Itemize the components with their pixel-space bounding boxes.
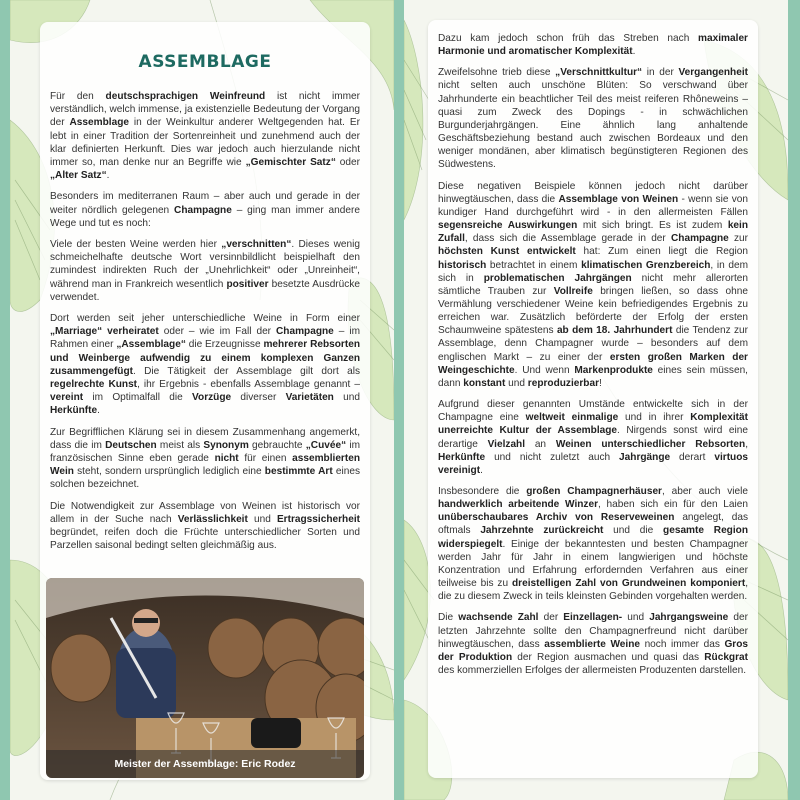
text-run: angelegt, das oftmals (438, 512, 748, 537)
bold-text: segensreiche Auswirkungen (438, 220, 578, 232)
text-run: . Die Tätigkeit der Assemblage gilt dort als (133, 365, 360, 377)
text-run: und die (603, 525, 664, 537)
bold-text: klimatischen Grenzbereich (581, 259, 711, 271)
bold-text: positiver (226, 278, 269, 290)
right-content-card (428, 20, 758, 778)
bold-text: reproduzierbar (527, 377, 600, 389)
bold-text: kein Zufall (438, 220, 749, 245)
text-run: , haben sich ein für den Laien (598, 499, 748, 511)
bold-text: virtuos vereinigt (438, 451, 748, 476)
bold-text: Champagne (671, 233, 729, 245)
text-run: der (538, 612, 564, 624)
bold-text: Deutschen (105, 439, 157, 451)
text-run: besetzte Ausdrücke verwendet. (50, 278, 360, 303)
bold-text: assemblierten Wein (50, 453, 360, 478)
text-run: und (622, 612, 650, 624)
bold-text: gesamte Region widerspiegelt (438, 525, 748, 550)
bold-text: Jahrgangsweine (649, 612, 729, 624)
text-run: und (505, 377, 528, 389)
bold-text: „verschnitten“ (221, 239, 292, 251)
bold-text: historisch (438, 259, 487, 271)
bold-text: Herkünfte (438, 451, 486, 463)
bold-text: dreistelligen Zahl von Grundweinen komponiert (511, 578, 746, 590)
bold-text: Vorzüge (192, 392, 232, 404)
text-run: und (333, 392, 360, 404)
text-run: Viele der besten Weine werden hier (50, 239, 222, 251)
text-run: und nicht zuletzt auch (485, 451, 620, 463)
text-run: in der (642, 67, 679, 79)
text-run: – im Rahmen einer (50, 326, 360, 351)
article-paragraph (50, 426, 360, 492)
text-run: steht, sondern ursprünglich lediglich eine (73, 466, 265, 478)
bold-text: weltweit einmalige (525, 412, 619, 424)
bold-text: Ertragssicherheit (276, 513, 360, 525)
bold-text: deutschsprachigen Weinfreund (105, 91, 266, 102)
text-run: bringen ließen, so dass ohne Vermählung verschiedener Weine kein befriedigendes Ergebnis zu erreichen war. Zusätzlich beförderte der Erfolg der ersten Schaumweine spätestens (438, 285, 748, 337)
article-paragraph (438, 485, 748, 603)
right-article-body (438, 32, 748, 677)
bold-text: „Alter Satz“ (50, 170, 107, 182)
bold-text: Assemblage (69, 117, 129, 129)
article-paragraph (50, 90, 360, 182)
text-run: meist als (156, 439, 204, 451)
article-paragraph (438, 180, 748, 391)
text-run: derart (670, 451, 715, 463)
article-paragraph (438, 398, 748, 477)
text-run: – ging man immer andere Wege und tut es noch: (50, 204, 360, 229)
text-run: die Tendenz zur Assemblage, denn Champagner wurde – besonders auf dem englischen Markt – zu einer der (438, 325, 749, 363)
article-paragraph (438, 66, 748, 171)
text-run: ! (599, 377, 602, 389)
text-run: im französischen Sinne eben gerade (50, 439, 360, 465)
bold-text: Vollreife (553, 285, 593, 297)
bold-text: Jahrzehnte zurückreicht (480, 525, 604, 537)
bold-text: maximaler Harmonie und aromatischer Komplexität (438, 33, 748, 58)
bold-text: Varietäten (285, 392, 334, 404)
text-run: die Erzeugnisse (185, 339, 264, 351)
bold-text: großen Champagnerhäuser (526, 486, 662, 497)
bold-text: Herkünfte (50, 405, 98, 417)
bold-text: bestimmte Art (264, 466, 333, 478)
text-run: . (106, 170, 110, 182)
text-run: im Optimalfall die (83, 392, 193, 404)
article-paragraph (50, 312, 360, 418)
text-run: begründet, reifen doch die Früchte unterschiedlicher Sorten und Parzellen saisonal bedingt selten gleichmäßig aus. (50, 527, 360, 552)
bold-text: unüberschaubares Archiv von Reserveweinen (438, 512, 675, 524)
text-run: der Region ausmachen und quasi das (512, 651, 705, 663)
bold-text: Champagne (174, 204, 232, 216)
bold-text: Rückgrat (704, 651, 749, 663)
text-run: ist nicht immer verständlich, welch immense, ja existenzielle Bedeutung der Vorgang der (50, 91, 360, 129)
bold-text: Champagne (276, 326, 334, 338)
page-title: ASSEMBLAGE (138, 52, 272, 72)
bold-text: nicht (214, 453, 239, 465)
bold-text: „Verschnittkultur“ (555, 67, 643, 79)
text-run: , (745, 438, 748, 450)
text-run: Die Notwendigkeit zur Assemblage von Weinen ist historisch vor allem in der Suche nach (50, 500, 360, 525)
text-run: Besonders im mediterranen Raum – aber auch und gerade in der weiter nördlich gelegenen (50, 191, 360, 216)
text-run: mit sich bringt. Es ist zudem (577, 220, 728, 232)
bold-text: Gros der Produktion (438, 638, 748, 663)
bold-text: Markenprodukte (574, 364, 653, 376)
text-run: , in dem sich in (438, 259, 748, 284)
bold-text: „Assemblage“ (116, 339, 186, 351)
text-run: und in ihrer (618, 412, 691, 424)
bold-text: Weinen unterschiedlicher Rebsorten (555, 438, 746, 450)
bold-text: wachsende Zahl (458, 612, 539, 624)
bold-text: Assemblage von Weinen (558, 193, 679, 205)
text-run: - wenn sie von kundiger Hand durchgeführt wird - in den allermeisten Fällen (438, 193, 749, 218)
bold-text: Synonym (203, 439, 249, 451)
bold-text: höchsten Kunst entwickelt (438, 246, 576, 258)
text-run: . (632, 46, 636, 58)
text-run: eines solchen bezeichnet. (50, 466, 361, 491)
text-run: gebrauchte (248, 439, 306, 451)
text-run: . Dieses wenig schmeichelhafte deutsche Wort versinnbildlicht beispielhaft den zumindest indirekten Ruch der „Unehrlichkeit“ oder „Unreinheit“, während man in Frankreich wesentlich (50, 239, 360, 290)
article-paragraph (438, 32, 748, 58)
text-run: Dazu kam jedoch schon früh das Streben nach (438, 33, 699, 44)
text-run: Aufgrund dieser genannten Umstände entwickelte sich in der Champagne eine (438, 399, 748, 424)
bold-text: Vielzahl (487, 438, 526, 450)
text-run: Die (438, 612, 459, 624)
text-run: Zweifelsohne trieb diese (438, 67, 556, 79)
photo-caption: Meister der Assemblage: Eric Rodez (46, 750, 364, 778)
text-run: zur (728, 233, 749, 245)
bold-text: „Cuvée“ (305, 439, 347, 451)
bold-text: Einzellagen- (563, 612, 623, 624)
text-run: für einen (238, 453, 293, 465)
article-paragraph (438, 611, 748, 677)
article-paragraph (50, 238, 360, 304)
text-run: , die zu diesem Zweck in teils kleinsten Gebinden vorgehalten werden. (438, 578, 749, 603)
text-run: , dass sich die Assemblage gerade in der (464, 233, 671, 245)
text-run: nicht mehr allerorten sämtliche Trauben zur (438, 272, 748, 297)
text-run: . Und wenn (514, 364, 575, 376)
bold-text: vereint (50, 392, 84, 404)
article-paragraph (50, 190, 360, 230)
bold-text: „Marriage“ verheiratet (50, 326, 159, 338)
article-paragraph (50, 500, 360, 553)
text-run: und (247, 513, 277, 525)
text-run: , ihr Ergebnis - ebenfalls Assemblage genannt – (137, 379, 360, 391)
text-run: . (480, 464, 483, 476)
text-run: oder – wie im Fall der (158, 326, 277, 338)
bold-text: regelrechte Kunst (50, 379, 138, 391)
bold-text: assemblierte Weine (544, 638, 641, 650)
bold-text: Vergangenheit (678, 67, 749, 79)
left-content-card (40, 22, 370, 780)
text-run: hat: Zum einen liegt die Region (575, 246, 748, 258)
bold-text: „Gemischter Satz“ (245, 157, 336, 169)
text-run: Zur Begrifflichen Klärung sei in diesem Zusammenhang angemerkt, dass die im (50, 426, 360, 451)
text-run: Dort werden seit jeher unterschiedliche Weine in Form einer (50, 313, 360, 325)
text-run: oder (335, 157, 360, 169)
text-run: an (525, 438, 556, 450)
text-run: Insbesondere die (438, 486, 527, 497)
text-run: betrachtet in einem (486, 259, 582, 271)
text-run: noch immer das (640, 638, 725, 650)
text-run: , aber auch viele (662, 486, 748, 497)
text-run: des kommerziellen Erfolges der allermeisten Produzenten darstellen. (438, 665, 747, 677)
winemaker-photo (46, 578, 364, 778)
bold-text: ersten großen Marken der Weingeschichte (438, 351, 748, 376)
bold-text: mehrerer Rebsorten und Weinberge aufwendig zu einem komplexen Ganzen zusammengefügt (50, 339, 360, 377)
cellar-photo-illustration (46, 578, 364, 778)
bold-text: Komplexität unerreichte Kultur der Assemblage (438, 412, 748, 437)
bold-text: konstant (463, 377, 506, 389)
text-run: der letzten Jahrzehnte sollte den Champagnerfreund nicht darüber hinwegtäuschen, dass (438, 612, 748, 650)
bold-text: ab dem 18. Jahrhundert (556, 325, 673, 337)
text-run: Für den (50, 91, 106, 102)
text-run: Diese negativen Beispiele können jedoch nicht darüber hinwegtäuschen, dass die (438, 180, 748, 205)
bold-text: Verlässlichkeit (177, 513, 248, 525)
text-run: . Nirgends sonst wird eine derartige (438, 425, 748, 450)
text-run: eines sein müssen, dann (438, 364, 748, 389)
left-article-body (50, 90, 360, 553)
text-run: in der Weinkultur anderer Weltgegenden hat. Er lebt in einer Tradition der Sortenreinheit und zunehmend auch der klar definierten Herkunft. Dies war jedoch auch hierzulande nicht immer so, man denke nur an Begriffe wie (50, 117, 360, 169)
text-run: . (97, 405, 100, 417)
bold-text: handwerklich arbeitende Winzer (438, 499, 599, 511)
bold-text: Jahrgänge (619, 451, 671, 463)
text-run: . Einige der bekanntesten und besten Champagner werden Jahr für Jahr in einem langwierigen und höchste Konzentration und Erfahrung erfordernden Verfahren aus einer teilweise bis zu (438, 538, 748, 590)
text-run: nicht selten auch unschöne Blüten: So verschwand über Jahrhunderte ein beachtlicher Teil des meist reiferen Rhôneweins – quasi zum Zweck des Dopings - in schwächlichen Burgunderjahrgängen. Eine ähnlich lang anhaltende Geschäftsbeziehung bestand auch zwischen Bordeaux und den weniger mondänen, aber klimatisch begünstigteren Regionen des Südwestens. (438, 80, 748, 171)
text-run: diverser (231, 392, 286, 404)
bold-text: problematischen Jahrgängen (483, 272, 632, 284)
